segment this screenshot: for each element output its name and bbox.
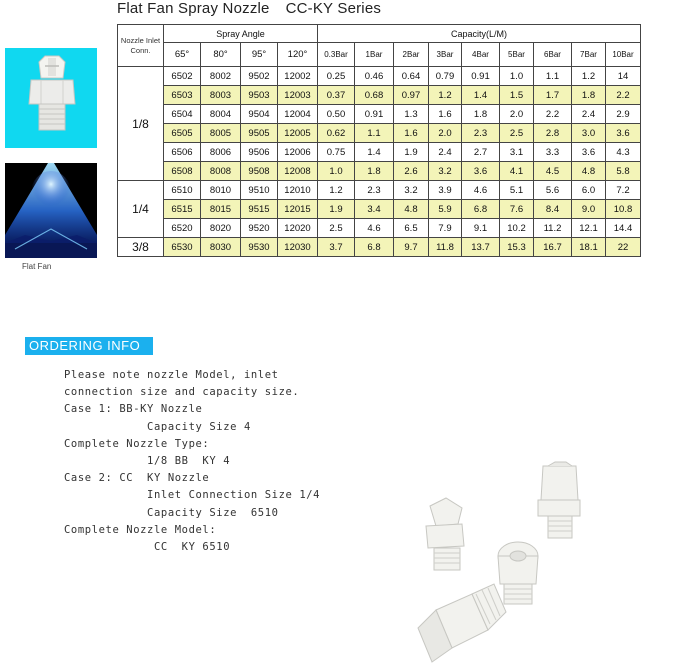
capacity-cell: 1.0 [318, 162, 355, 181]
table-row [118, 143, 641, 162]
capacity-cell: 7.9 [429, 219, 462, 238]
spray-angle-header: Spray Angle [164, 25, 318, 43]
capacity-cell: 4.1 [500, 162, 534, 181]
capacity-cell: 5.9 [429, 200, 462, 219]
model-cell: 12005 [278, 124, 318, 143]
ordering-line: Case 1: BB-KY Nozzle [64, 403, 203, 416]
table-row [118, 124, 641, 143]
capacity-cell: 2.3 [355, 181, 394, 200]
capacity-cell: 2.6 [394, 162, 429, 181]
table-row [118, 181, 641, 200]
capacity-cell: 2.0 [500, 105, 534, 124]
capacity-cell: 5.1 [500, 181, 534, 200]
model-cell: 8005 [201, 124, 241, 143]
model-cell: 6505 [164, 124, 201, 143]
model-cell: 6502 [164, 67, 201, 86]
capacity-cell: 12.1 [572, 219, 606, 238]
capacity-cell: 14.4 [606, 219, 641, 238]
pressure-col-header: 7Bar [572, 43, 606, 67]
capacity-cell: 1.9 [318, 200, 355, 219]
model-cell: 12003 [278, 86, 318, 105]
model-cell: 9530 [241, 238, 278, 257]
subheader-row [118, 43, 641, 67]
capacity-cell: 0.50 [318, 105, 355, 124]
capacity-cell: 13.7 [462, 238, 500, 257]
capacity-cell: 1.1 [534, 67, 572, 86]
model-cell: 9506 [241, 143, 278, 162]
capacity-cell: 4.8 [572, 162, 606, 181]
capacity-cell: 0.97 [394, 86, 429, 105]
capacity-cell: 2.4 [429, 143, 462, 162]
ordering-line: CC KY 6510 [64, 541, 231, 554]
capacity-cell: 1.4 [462, 86, 500, 105]
capacity-cell: 2.2 [606, 86, 641, 105]
model-cell: 12006 [278, 143, 318, 162]
capacity-cell: 0.68 [355, 86, 394, 105]
capacity-cell: 15.3 [500, 238, 534, 257]
ordering-line: Complete Nozzle Type: [64, 437, 210, 450]
capacity-cell: 0.75 [318, 143, 355, 162]
page-title [117, 0, 381, 17]
capacity-cell: 4.8 [394, 200, 429, 219]
capacity-cell: 1.1 [355, 124, 394, 143]
capacity-cell: 10.2 [500, 219, 534, 238]
pressure-col-header: 6Bar [534, 43, 572, 67]
capacity-cell: 6.0 [572, 181, 606, 200]
model-cell: 8003 [201, 86, 241, 105]
capacity-cell: 0.46 [355, 67, 394, 86]
ordering-line: connection size and capacity size. [64, 386, 300, 399]
capacity-cell: 1.3 [394, 105, 429, 124]
capacity-cell: 5.6 [534, 181, 572, 200]
capacity-cell: 3.3 [534, 143, 572, 162]
capacity-cell: 4.5 [534, 162, 572, 181]
capacity-cell: 14 [606, 67, 641, 86]
capacity-cell: 3.1 [500, 143, 534, 162]
capacity-cell: 1.9 [394, 143, 429, 162]
pressure-col-header: 4Bar [462, 43, 500, 67]
model-cell: 12002 [278, 67, 318, 86]
inlet-size-cell: 1/4 [118, 181, 164, 238]
capacity-cell: 9.7 [394, 238, 429, 257]
spec-table [117, 24, 641, 257]
capacity-cell: 2.3 [462, 124, 500, 143]
pressure-col-header: 5Bar [500, 43, 534, 67]
capacity-cell: 1.8 [572, 86, 606, 105]
model-cell: 9520 [241, 219, 278, 238]
model-cell: 12008 [278, 162, 318, 181]
model-cell: 8010 [201, 181, 241, 200]
ordering-info-text [64, 367, 320, 556]
nozzle-icon [5, 48, 97, 148]
capacity-cell: 3.6 [462, 162, 500, 181]
model-cell: 8008 [201, 162, 241, 181]
model-cell: 9502 [241, 67, 278, 86]
spray-angle-col-header: 65° [164, 43, 201, 67]
ordering-line: Capacity Size 6510 [64, 506, 279, 519]
capacity-cell: 3.6 [606, 124, 641, 143]
capacity-cell: 2.9 [606, 105, 641, 124]
capacity-cell: 22 [606, 238, 641, 257]
capacity-cell: 2.5 [318, 219, 355, 238]
model-cell: 9505 [241, 124, 278, 143]
pressure-col-header: 1Bar [355, 43, 394, 67]
pressure-col-header: 3Bar [429, 43, 462, 67]
capacity-cell: 6.5 [394, 219, 429, 238]
capacity-cell: 6.8 [355, 238, 394, 257]
capacity-cell: 3.6 [572, 143, 606, 162]
model-cell: 8020 [201, 219, 241, 238]
capacity-cell: 1.6 [429, 105, 462, 124]
model-cell: 6510 [164, 181, 201, 200]
capacity-cell: 7.6 [500, 200, 534, 219]
capacity-cell: 9.1 [462, 219, 500, 238]
model-cell: 9515 [241, 200, 278, 219]
capacity-cell: 2.2 [534, 105, 572, 124]
table-row [118, 219, 641, 238]
ordering-line: Capacity Size 4 [64, 420, 251, 433]
capacity-cell: 2.5 [500, 124, 534, 143]
capacity-cell: 1.8 [462, 105, 500, 124]
capacity-cell: 1.2 [572, 67, 606, 86]
capacity-cell: 9.0 [572, 200, 606, 219]
capacity-cell: 0.91 [462, 67, 500, 86]
capacity-cell: 3.0 [572, 124, 606, 143]
capacity-cell: 1.2 [429, 86, 462, 105]
capacity-cell: 3.9 [429, 181, 462, 200]
capacity-cell: 16.7 [534, 238, 572, 257]
table-row [118, 105, 641, 124]
model-cell: 8006 [201, 143, 241, 162]
model-cell: 12015 [278, 200, 318, 219]
title-main: Flat Fan Spray Nozzle [117, 0, 270, 17]
capacity-cell: 1.4 [355, 143, 394, 162]
model-cell: 6508 [164, 162, 201, 181]
pressure-col-header: 2Bar [394, 43, 429, 67]
capacity-cell: 11.2 [534, 219, 572, 238]
model-cell: 9503 [241, 86, 278, 105]
ordering-line: Case 2: CC KY Nozzle [64, 472, 210, 485]
model-cell: 6506 [164, 143, 201, 162]
capacity-cell: 3.7 [318, 238, 355, 257]
model-cell: 6503 [164, 86, 201, 105]
capacity-cell: 1.2 [318, 181, 355, 200]
capacity-cell: 2.7 [462, 143, 500, 162]
capacity-cell: 2.4 [572, 105, 606, 124]
spray-angle-col-header: 120° [278, 43, 318, 67]
model-cell: 12010 [278, 181, 318, 200]
nozzles-product-photo [410, 460, 610, 665]
model-cell: 6515 [164, 200, 201, 219]
capacity-cell: 6.8 [462, 200, 500, 219]
model-cell: 9504 [241, 105, 278, 124]
capacity-cell: 1.8 [355, 162, 394, 181]
capacity-cell: 4.6 [462, 181, 500, 200]
capacity-cell: 4.6 [355, 219, 394, 238]
model-cell: 6530 [164, 238, 201, 257]
capacity-cell: 4.3 [606, 143, 641, 162]
model-cell: 8015 [201, 200, 241, 219]
capacity-cell: 0.91 [355, 105, 394, 124]
title-series: CC-KY Series [285, 0, 382, 17]
model-cell: 8004 [201, 105, 241, 124]
capacity-cell: 18.1 [572, 238, 606, 257]
pressure-col-header: 0.3Bar [318, 43, 355, 67]
capacity-cell: 8.4 [534, 200, 572, 219]
model-cell: 12020 [278, 219, 318, 238]
spray-angle-col-header: 80° [201, 43, 241, 67]
capacity-cell: 0.79 [429, 67, 462, 86]
table-row [118, 67, 641, 86]
table-row [118, 200, 641, 219]
ordering-line: Complete Nozzle Model: [64, 523, 217, 536]
capacity-cell: 0.37 [318, 86, 355, 105]
ordering-line: Inlet Connection Size 1/4 [64, 489, 321, 502]
capacity-cell: 3.2 [394, 181, 429, 200]
model-cell: 9508 [241, 162, 278, 181]
capacity-cell: 1.7 [534, 86, 572, 105]
capacity-cell: 0.62 [318, 124, 355, 143]
table-row [118, 162, 641, 181]
image-caption: Flat Fan [22, 262, 52, 271]
capacity-cell: 3.4 [355, 200, 394, 219]
flat-fan-spray-photo [5, 163, 97, 258]
nozzle-photo [5, 48, 97, 148]
ordering-line: Please note nozzle Model, inlet [64, 369, 279, 381]
model-cell: 9510 [241, 181, 278, 200]
capacity-cell: 3.2 [429, 162, 462, 181]
pressure-col-header: 10Bar [606, 43, 641, 67]
ordering-line: 1/8 BB KY 4 [64, 455, 231, 468]
spray-angle-col-header: 95° [241, 43, 278, 67]
capacity-cell: 10.8 [606, 200, 641, 219]
nozzle-inlet-header: Nozzle Inlet Conn. [118, 25, 164, 67]
capacity-cell: 5.8 [606, 162, 641, 181]
inlet-size-cell: 3/8 [118, 238, 164, 257]
capacity-cell: 1.0 [500, 67, 534, 86]
capacity-cell: 1.5 [500, 86, 534, 105]
capacity-cell: 2.0 [429, 124, 462, 143]
capacity-cell: 0.64 [394, 67, 429, 86]
capacity-cell: 0.25 [318, 67, 355, 86]
capacity-header: Capacity(L/M) [318, 25, 641, 43]
capacity-cell: 2.8 [534, 124, 572, 143]
capacity-cell: 11.8 [429, 238, 462, 257]
flat-fan-spray-icon [5, 163, 97, 258]
model-cell: 6520 [164, 219, 201, 238]
table-row [118, 238, 641, 257]
nozzle-group-icon [410, 460, 610, 665]
model-cell: 8002 [201, 67, 241, 86]
capacity-cell: 1.6 [394, 124, 429, 143]
model-cell: 12004 [278, 105, 318, 124]
model-cell: 8030 [201, 238, 241, 257]
capacity-cell: 7.2 [606, 181, 641, 200]
ordering-info-heading: ORDERING INFO [25, 337, 153, 355]
model-cell: 12030 [278, 238, 318, 257]
table-row [118, 86, 641, 105]
inlet-size-cell: 1/8 [118, 67, 164, 181]
model-cell: 6504 [164, 105, 201, 124]
